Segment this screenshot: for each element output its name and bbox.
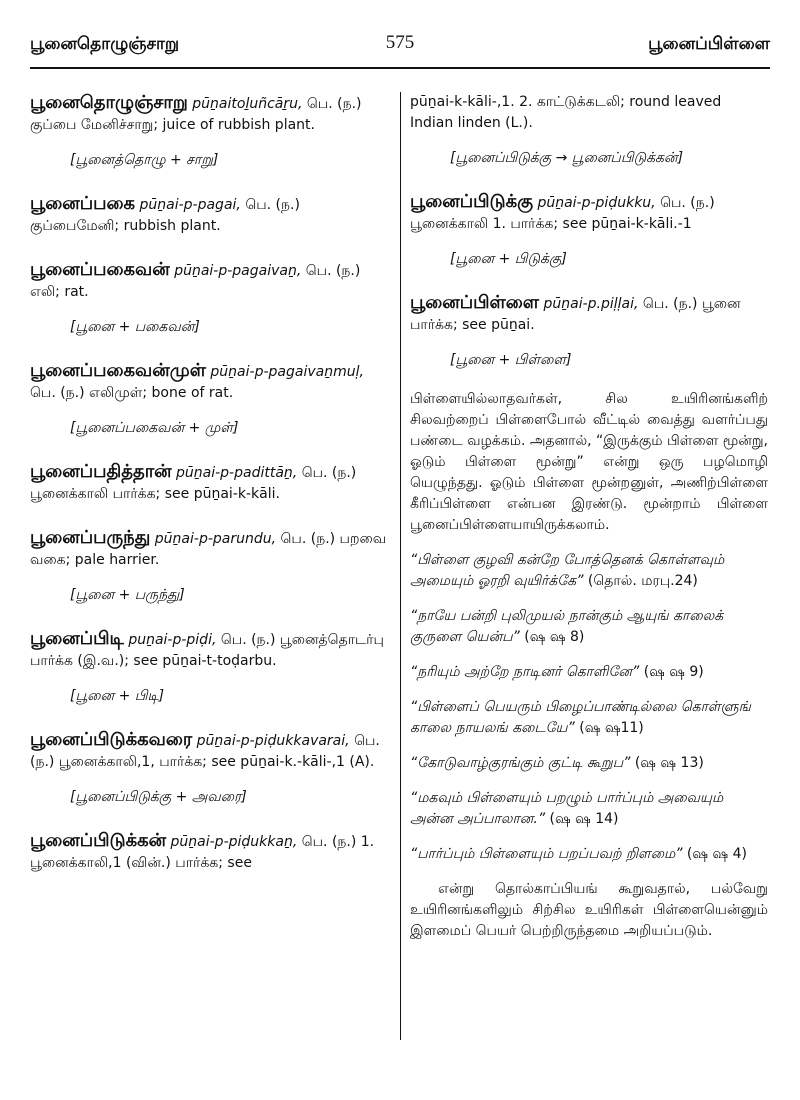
- etymology: [பூனை + பருந்து]: [70, 587, 185, 603]
- etymology: [பூனைப்பிடுக்கு + அவரை]: [70, 789, 247, 805]
- quotation-source: (ஷ ஷ 4): [686, 846, 747, 862]
- dictionary-entry: [30, 193, 390, 237]
- headword: பூனைப்பிள்ளை: [410, 292, 540, 313]
- etymology: [பூனைப்பகைவன் + முள்]: [70, 420, 239, 436]
- etymology: [பூனை + பகைவன்]: [70, 319, 200, 335]
- closing-paragraph: என்று தொல்காப்பியங் கூறுவதால், பல்வேறு உயிரினங்களிலும் சிற்சில உயிரிகள் பிள்ளையென்னும் இளமைப் பெயர் பெற்றிருந்தமை அறியப்படும்.: [410, 881, 768, 939]
- headword: பூனைப்பருந்து: [30, 527, 151, 548]
- explanatory-paragraph: பிள்ளையில்லாதவர்கள், சில உயிரினங்களிற் சிலவற்றைப் பிள்ளைபோல் வீட்டில் வைத்து வளர்ப்பது பண்டை வழக்கம். அதனால், “இருக்கும் பிள்ளை மூன்று, ஓடும் பிள்ளை மூன்று” என்று ஒரு பழமொழி யெழுந்தது. ஓடும் பிள்ளை மூன்றனுள், அணிற்பிள்ளை கீரிப்பிள்ளை என்பன இரண்டு. மூன்றாம் பிள்ளை பூனைப்பிள்ளையாயிருக்கலாம்.: [410, 391, 768, 533]
- quotation: [410, 662, 768, 683]
- definition: பெ. (ந.) பூனைக்காலி,1, பார்க்க; see pūṉai-k.-kāli-,1 (A).: [30, 733, 380, 770]
- quotation-source: (ஷ ஷ 13): [634, 755, 704, 771]
- etymology: [பூனைப்பிடுக்கு → பூனைப்பிடுக்கன்]: [450, 150, 684, 166]
- quotation: [410, 788, 768, 830]
- entry-continuation: [410, 92, 768, 169]
- dictionary-entry: [30, 259, 390, 338]
- headword: பூனைதொழுஞ்சாறு: [30, 92, 188, 113]
- quotation: [410, 697, 768, 739]
- definition: பெ. (ந.) பூனைக்காலி பார்க்க; see pūṉai-k-kāli.: [30, 465, 357, 502]
- transliteration: pūṉai-p-pagaivaṉmuḷ,: [210, 364, 364, 380]
- dictionary-entry: [30, 729, 390, 808]
- left-column: [30, 92, 390, 874]
- page-number: 575: [385, 32, 415, 53]
- transliteration: puṉai-p-piḍi,: [128, 632, 217, 648]
- dictionary-entry: [30, 360, 390, 439]
- transliteration: pūṉai-p-pagai,: [139, 197, 241, 213]
- quotation-text: “பிள்ளைப் பெயரும் பிழைப்பாண்டில்லை கொள்ளுங் காலை நாயலங் கடையே”: [410, 699, 751, 736]
- headword: பூனைப்பகை: [30, 193, 136, 214]
- quotation-text: “பிள்ளை குழவி கன்றே போத்தெனக் கொள்ளவும் அமையும் ஓரறி வுயிர்க்கே”: [410, 552, 725, 589]
- dictionary-entry: [30, 92, 390, 171]
- headword: பூனைப்பகைவன்: [30, 259, 170, 280]
- quotation-text: “மகவும் பிள்ளையும் பறழும் பார்ப்பும் அவையும் அன்ன அப்பாலான.”: [410, 790, 724, 827]
- transliteration: pūṉaitoḻuñcāṟu,: [192, 96, 303, 112]
- definition: பெ. (ந.) எலி; rat.: [30, 263, 361, 300]
- definition: பெ. (ந.) பறவை வகை; pale harrier.: [30, 531, 387, 568]
- headword: பூனைப்பிடுக்கு: [410, 191, 533, 212]
- quotation: [410, 606, 768, 648]
- header-left-guideword: பூனைதொழுஞ்சாறு: [30, 34, 180, 54]
- transliteration: pūṉai-p-piḍukkavarai,: [196, 733, 350, 749]
- continuation-text: pūṉai-k-kāli-,1. 2. காட்டுக்கடலி; round leaved Indian linden (L.).: [410, 94, 722, 131]
- etymology: [பூனை + பிடுக்கு]: [450, 251, 567, 267]
- etymology: [பூனை + பிடி]: [70, 688, 165, 704]
- quotation-text: “நரியும் அற்றே நாடினர் கொளினே”: [410, 664, 640, 680]
- transliteration: pūṉai-p-parundu,: [154, 531, 277, 547]
- etymology: [பூனை + பிள்ளை]: [450, 352, 572, 368]
- transliteration: pūṉai-p-piḍukku,: [537, 195, 656, 211]
- headword: பூனைப்பதித்தான்: [30, 461, 172, 482]
- dictionary-entry: [30, 628, 390, 707]
- definition: பெ. (ந.) 1. பூனைக்காலி,1 (வின்.) பார்க்க; see: [30, 834, 375, 871]
- definition: பெ. (ந.) பூனை பார்க்க; see pūṉai.: [410, 296, 741, 333]
- transliteration: pūṉai-p-piḍukkaṉ,: [170, 834, 298, 850]
- quotation-text: “பார்ப்பும் பிள்ளையும் பறப்பவற் றிளமை”: [410, 846, 683, 862]
- quotation-text: “நாயே பன்றி புலிமுயல் நான்கும் ஆயுங் காலைக் குருளை யென்ப”: [410, 608, 724, 645]
- transliteration: pūṉai-p-pagaivaṉ,: [174, 263, 302, 279]
- dictionary-entry: [410, 292, 768, 371]
- transliteration: pūṉai-p-padittāṉ,: [176, 465, 298, 481]
- quotation-source: (ஷ ஷ 8): [524, 629, 585, 645]
- right-column: [410, 92, 768, 942]
- headword: பூனைப்பிடுக்கன்: [30, 830, 167, 851]
- quotation-source: (ஷ ஷ 9): [643, 664, 704, 680]
- dictionary-entry: [30, 527, 390, 606]
- quotation-source: (தொல். மரபு.24): [587, 573, 698, 589]
- quotation-source: (ஷ ஷ 14): [549, 811, 619, 827]
- quotation-source: (ஷ ஷ11): [579, 720, 644, 736]
- etymology: [பூனைத்தொழு + சாறு]: [70, 152, 219, 168]
- dictionary-entry: [30, 830, 390, 874]
- headword: பூனைப்பிடி: [30, 628, 124, 649]
- headword: பூனைப்பிடுக்கவரை: [30, 729, 193, 750]
- header-right-guideword: பூனைப்பிள்ளை: [648, 34, 770, 54]
- quotation: [410, 844, 768, 865]
- quotation: [410, 753, 768, 774]
- definition: பெ. (ந.) குப்பை மேனிச்சாறு; juice of rubbish plant.: [30, 96, 362, 133]
- definition: பெ. (ந.) எலிமுள்; bone of rat.: [30, 385, 234, 401]
- page-header: [30, 30, 770, 70]
- headword: பூனைப்பகைவன்முள்: [30, 360, 206, 381]
- transliteration: pūṉai-p.piḷḷai,: [543, 296, 639, 312]
- column-divider: [400, 92, 401, 1040]
- definition: பெ. (ந.) குப்பைமேனி; rubbish plant.: [30, 197, 300, 234]
- quotation-text: “கோடுவாழ்குரங்கும் குட்டி கூறுப”: [410, 755, 631, 771]
- definition: பெ. (ந.) பூனைத்தொடர்பு பார்க்க (இ.வ.); see pūṉai-t-toḍarbu.: [30, 632, 384, 669]
- quotation: [410, 550, 768, 592]
- definition: பெ. (ந.) பூனைக்காலி 1. பார்க்க; see pūṉai-k-kāli.-1: [410, 195, 715, 232]
- header-rule: [30, 67, 770, 69]
- dictionary-entry: [30, 461, 390, 505]
- dictionary-entry: [410, 191, 768, 270]
